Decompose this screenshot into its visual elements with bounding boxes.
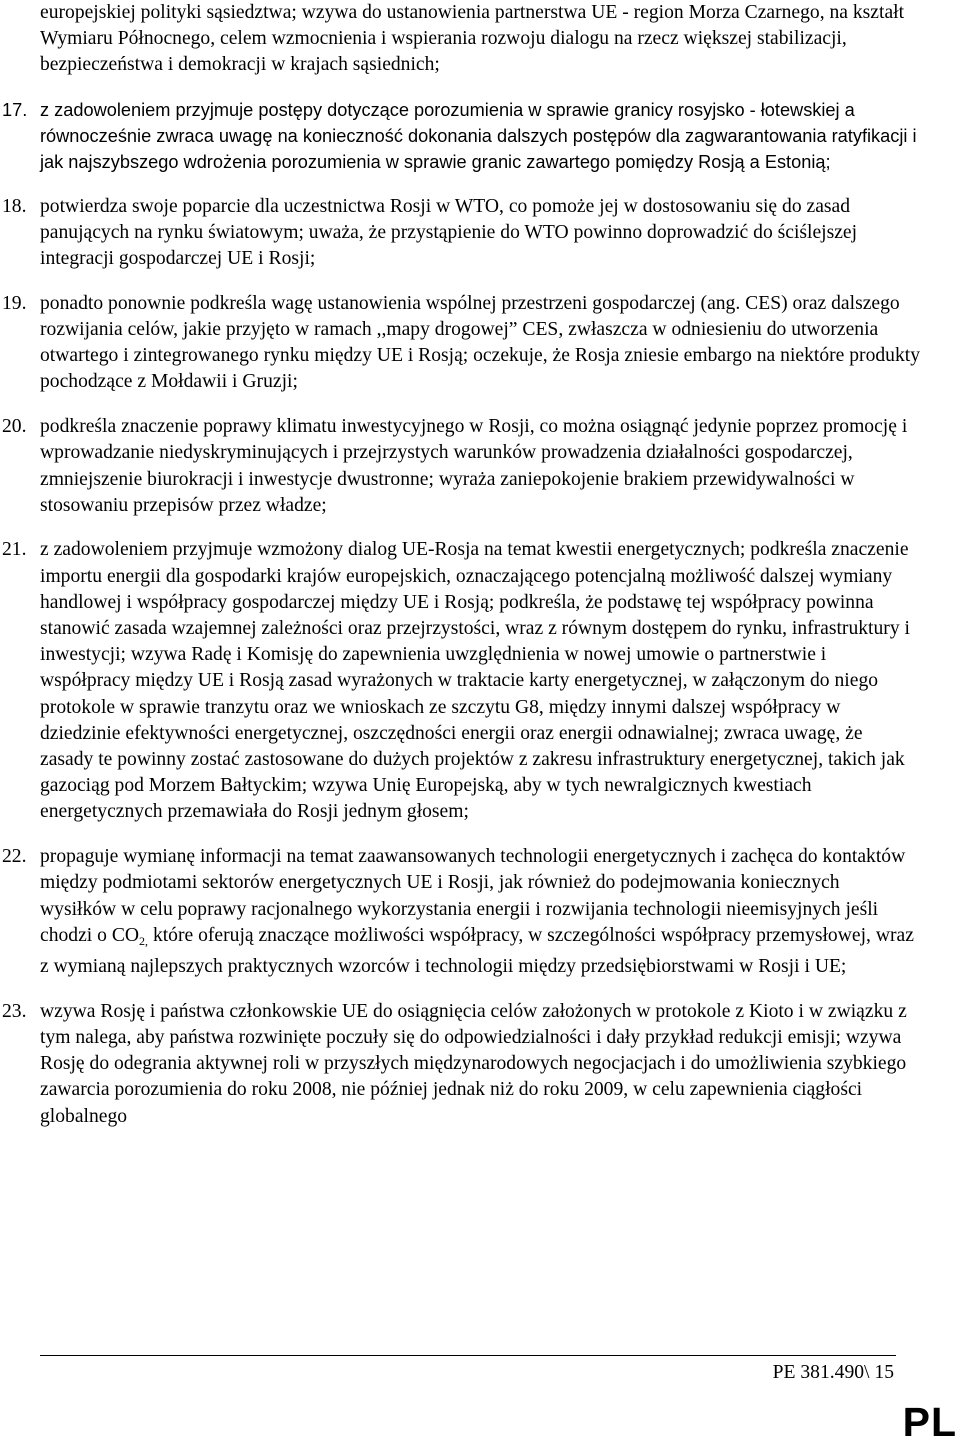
paragraph-17 [0,97,920,176]
paragraph-text: z zadowoleniem przyjmuje wzmożony dialog UE-Rosja na temat kwestii energetycznych; podkreśla znaczenie importu energii dla gospodarki krajów europejskich, oznaczającego potencjalną możliwość dalszej wymiany handlowej i współpracy gospodarczej między UE i Rosją; podkreśla, że podstawę tej współpracy powinna stanowić zasada wzajemnej zależności oraz przejrzystości, wraz z równym dostępem do rynku, infrastruktury i inwestycji; wzywa Radę i Komisję do zapewnienia uwzględnienia w nowej umowie o partnerstwie i współpracy między UE i Rosją zasad wyrażonych w traktacie karty energetycznej, w załączonym do niego protokole w sprawie tranzytu oraz we wnioskach ze szczytu G8, między innymi dalszej współpracy w dziedzinie efektywności energetycznej, oszczędności energii oraz energii odnawialnej; zwraca uwagę, że zasady te powinny zostać zastosowane do dużych projektów z zakresu infrastruktury energetycznej, takich jak gazociąg pod Morzem Bałtyckim; wzywa Unię Europejską, aby w tych newralgicznych kwestiach energetycznych przemawiała do Rosji jednym głosem; [40,539,910,823]
paragraph-text-before: propaguje wymianę informacji na temat zaawansowanych technologii energetycznych i zachęca do kontaktów między podmiotami sektorów energetycznych UE i Rosji, jak również do podejmowania koniecznych wysiłków w celu poprawy racjonalnego wykorzystania energii i rozwijania technologii nieemisyjnych jeśli chodzi o CO [40,846,906,946]
paragraph-21 [0,537,920,825]
paragraph-text: potwierdza swoje poparcie dla uczestnictwa Rosji w WTO, co pomoże jej w dostosowaniu się do zasad panujących na rynku światowym; uważa, że przystąpienie do WTO powinno doprowadzić do ściślejszej integracji gospodarczej UE i Rosji; [40,195,858,270]
paragraph-number: 21. [2,539,27,561]
paragraph-number: 19. [2,292,27,314]
paragraph-19 [0,291,920,396]
page-reference: PE 381.490\ 15 [772,1362,894,1383]
paragraph-text: ponadto ponownie podkreśla wagę ustanowienia wspólnej przestrzeni gospodarczej (ang. CES) oraz dalszego rozwijania celów, jakie przyjęto w ramach ,,mapy drogowej” CES, zwłaszcza w odniesieniu do utworzenia otwartego i zintegrowanego rynku między UE i Rosją; oczekuje, że Rosja zniesie embargo na niektóre produkty pochodzące z Mołdawii i Gruzji; [40,292,920,393]
language-code: PL [902,1399,957,1445]
paragraph-number: 17. [2,99,28,120]
paragraph-18 [0,194,920,273]
paragraph-text: wzywa Rosję i państwa członkowskie UE do osiągnięcia celów założonych w protokole z Kioto i w związku z tym nalega, aby państwa rozwinięte poczuły się do odpowiedzialności i dały przykład redukcji emisji; wzywa Rosję do odegrania aktywnej roli w przyszłych międzynarodowych negocjacjach i do umożliwienia szybkiego zawarcia porozumienia do roku 2008, nie później jednak niż do roku 2009, w celu zapewnienia ciągłości globalnego [40,1000,907,1127]
paragraph-number: 20. [2,416,27,438]
paragraph-text-after: które oferują znaczące możliwości współpracy, w szczególności współpracy przemysłowej, wraz z wymianą najlepszych praktycznych wzorców i technologii między przedsiębiorstwami w Rosji i UE; [40,924,914,977]
co2-subscript: 2, [139,933,149,948]
paragraph-23 [0,999,920,1130]
paragraph-20 [0,414,920,519]
paragraph-number: 18. [2,195,27,217]
intro-paragraph: europejskiej polityki sąsiedztwa; wzywa do ustanowienia partnerstwa UE - region Morza Czarnego, na kształt Wymiaru Północnego, celem wzmocnienia i wspierania rozwoju dialogu na rzecz większej stabilizacji, bezpieczeństwa i demokracji w krajach sąsiednich; [40,2,905,76]
paragraph-text: z zadowoleniem przyjmuje postępy dotyczące porozumienia w sprawie granicy rosyjsko - łotewskiej a równocześnie zwraca uwagę na konieczność dokonania dalszych postępów dla zagwarantowania ratyfikacji i jak najszybszego wdrożenia porozumienia w sprawie granic zawartego pomiędzy Rosją a Estonią; [40,99,917,173]
paragraph-22 [0,844,920,980]
paragraph-text: podkreśla znaczenie poprawy klimatu inwestycyjnego w Rosji, co można osiągnąć jedynie poprzez promocję i wprowadzanie niedyskryminujących i przejrzystych warunków prowadzenia działalności gospodarczej, zmniejszenie biurokracji i inwestycje dwustronne; wyraża zaniepokojenie brakiem przewidywalności w stosowaniu przepisów przez władze; [40,416,908,516]
footer-divider [40,1355,896,1356]
paragraph-number: 23. [2,1000,27,1022]
paragraph-number: 22. [2,846,27,868]
